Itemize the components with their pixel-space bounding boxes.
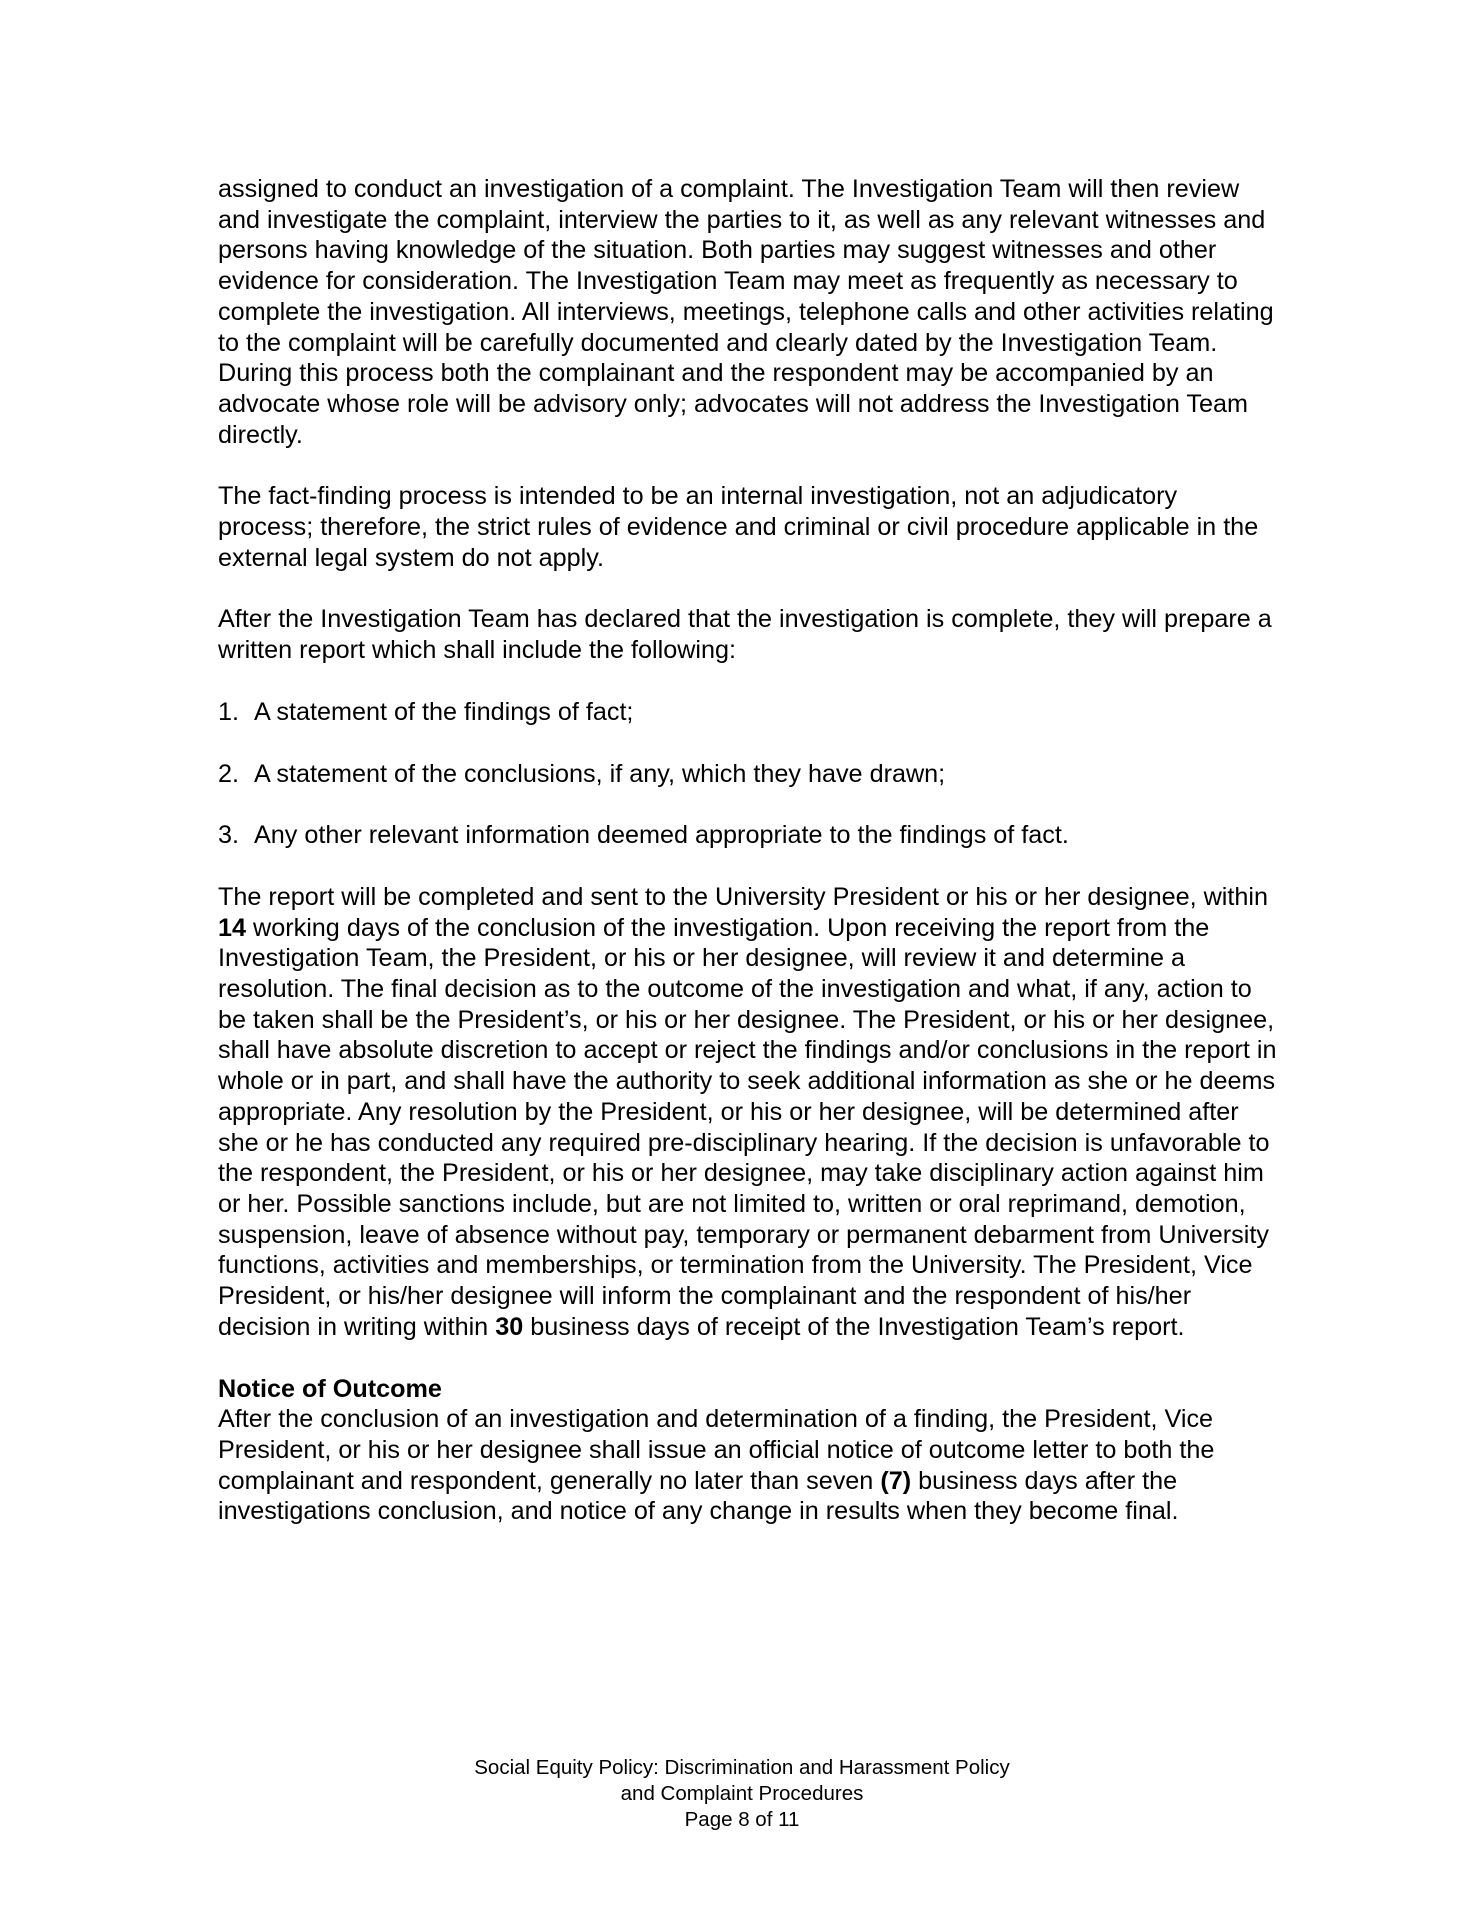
list-item-number: 2.: [218, 759, 240, 788]
page-footer: [0, 1755, 1484, 1833]
list-item-text: Any other relevant information deemed appropriate to the findings of fact.: [254, 821, 1069, 850]
working-days-value: 14: [218, 913, 247, 942]
paragraph-fact-finding: The fact-finding process is intended to be an internal investigation, not an adjudicatory process; therefore, the strict rules of evidence and criminal or civil procedure applicable in the external legal system do not apply.: [218, 482, 1259, 572]
footer-title-line-1: Social Equity Policy: Discrimination and Harassment Policy: [474, 1756, 1010, 1779]
paragraph-notice-of-outcome: [218, 1404, 1278, 1527]
notice-days-value: (7): [880, 1466, 912, 1495]
notice-text-b: business days after the investigations conclusion, and notice of any change in results when they become final.: [218, 1466, 1179, 1526]
section-heading-notice-of-outcome: Notice of Outcome: [218, 1374, 442, 1403]
document-body: [218, 174, 1278, 1527]
list-item-text: A statement of the conclusions, if any, which they have drawn;: [254, 759, 946, 788]
paragraph-report-completion: [218, 882, 1278, 1343]
footer-title-line-2: and Complaint Procedures: [620, 1782, 864, 1805]
list-item-text: A statement of the findings of fact;: [254, 697, 634, 726]
report-text-a: The report will be completed and sent to the University President or his or her designee, within: [218, 882, 1269, 911]
page-number: Page 8 of 11: [684, 1808, 800, 1831]
report-text-c: business days of receipt of the Investigation Team’s report.: [523, 1312, 1185, 1341]
list-item: [218, 820, 1278, 851]
list-item: [218, 759, 1278, 790]
business-days-value: 30: [495, 1312, 524, 1341]
notice-text-a: After the conclusion of an investigation and determination of a finding, the President, Vice President, or his or her designee shall issue an official notice of outcome letter to both the complainant and respondent, generally no later than seven: [218, 1405, 1215, 1495]
paragraph-written-report: After the Investigation Team has declared that the investigation is complete, they will prepare a written report which shall include the following:: [218, 605, 1272, 665]
list-item-number: 1.: [218, 697, 240, 726]
list-item: [218, 697, 1278, 728]
paragraph-investigation-process: assigned to conduct an investigation of a complaint. The Investigation Team will then review and investigate the complaint, interview the parties to it, as well as any relevant witnesses and persons having knowledge of the situation. Both parties may suggest witnesses and other evidence for consideration. The Investigation Team may meet as frequently as necessary to complete the investigation. All interviews, meetings, telephone calls and other activities relating to the complaint will be carefully documented and clearly dated by the Investigation Team. During this process both the complainant and the respondent may be accompanied by an advocate whose role will be advisory only; advocates will not address the Investigation Team directly.: [218, 175, 1274, 449]
list-item-number: 3.: [218, 821, 240, 850]
report-text-b: working days of the conclusion of the investigation. Upon receiving the report from the Investigation Team, the President, or his or her designee, will review it and determine a resolution. The final decision as to the outcome of the investigation and what, if any, action to be taken shall be the President’s, or his or her designee. The President, or his or her designee, shall have absolute discretion to accept or reject the findings and/or conclusions in the report in whole or in part, and shall have the authority to seek additional information as she or he deems appropriate. Any resolution by the President, or his or her designee, will be determined after she or he has conducted any required pre-disciplinary hearing. If the decision is unfavorable to the respondent, the President, or his or her designee, may take disciplinary action against him or her. Possible sanctions include, but are not limited to, written or oral reprimand, demotion, suspension, leave of absence without pay, temporary or permanent debarment from University functions, activities and memberships, or termination from the University. The President, Vice President, or his/her designee will inform the complainant and the respondent of his/her decision in writing within: [218, 913, 1277, 1341]
